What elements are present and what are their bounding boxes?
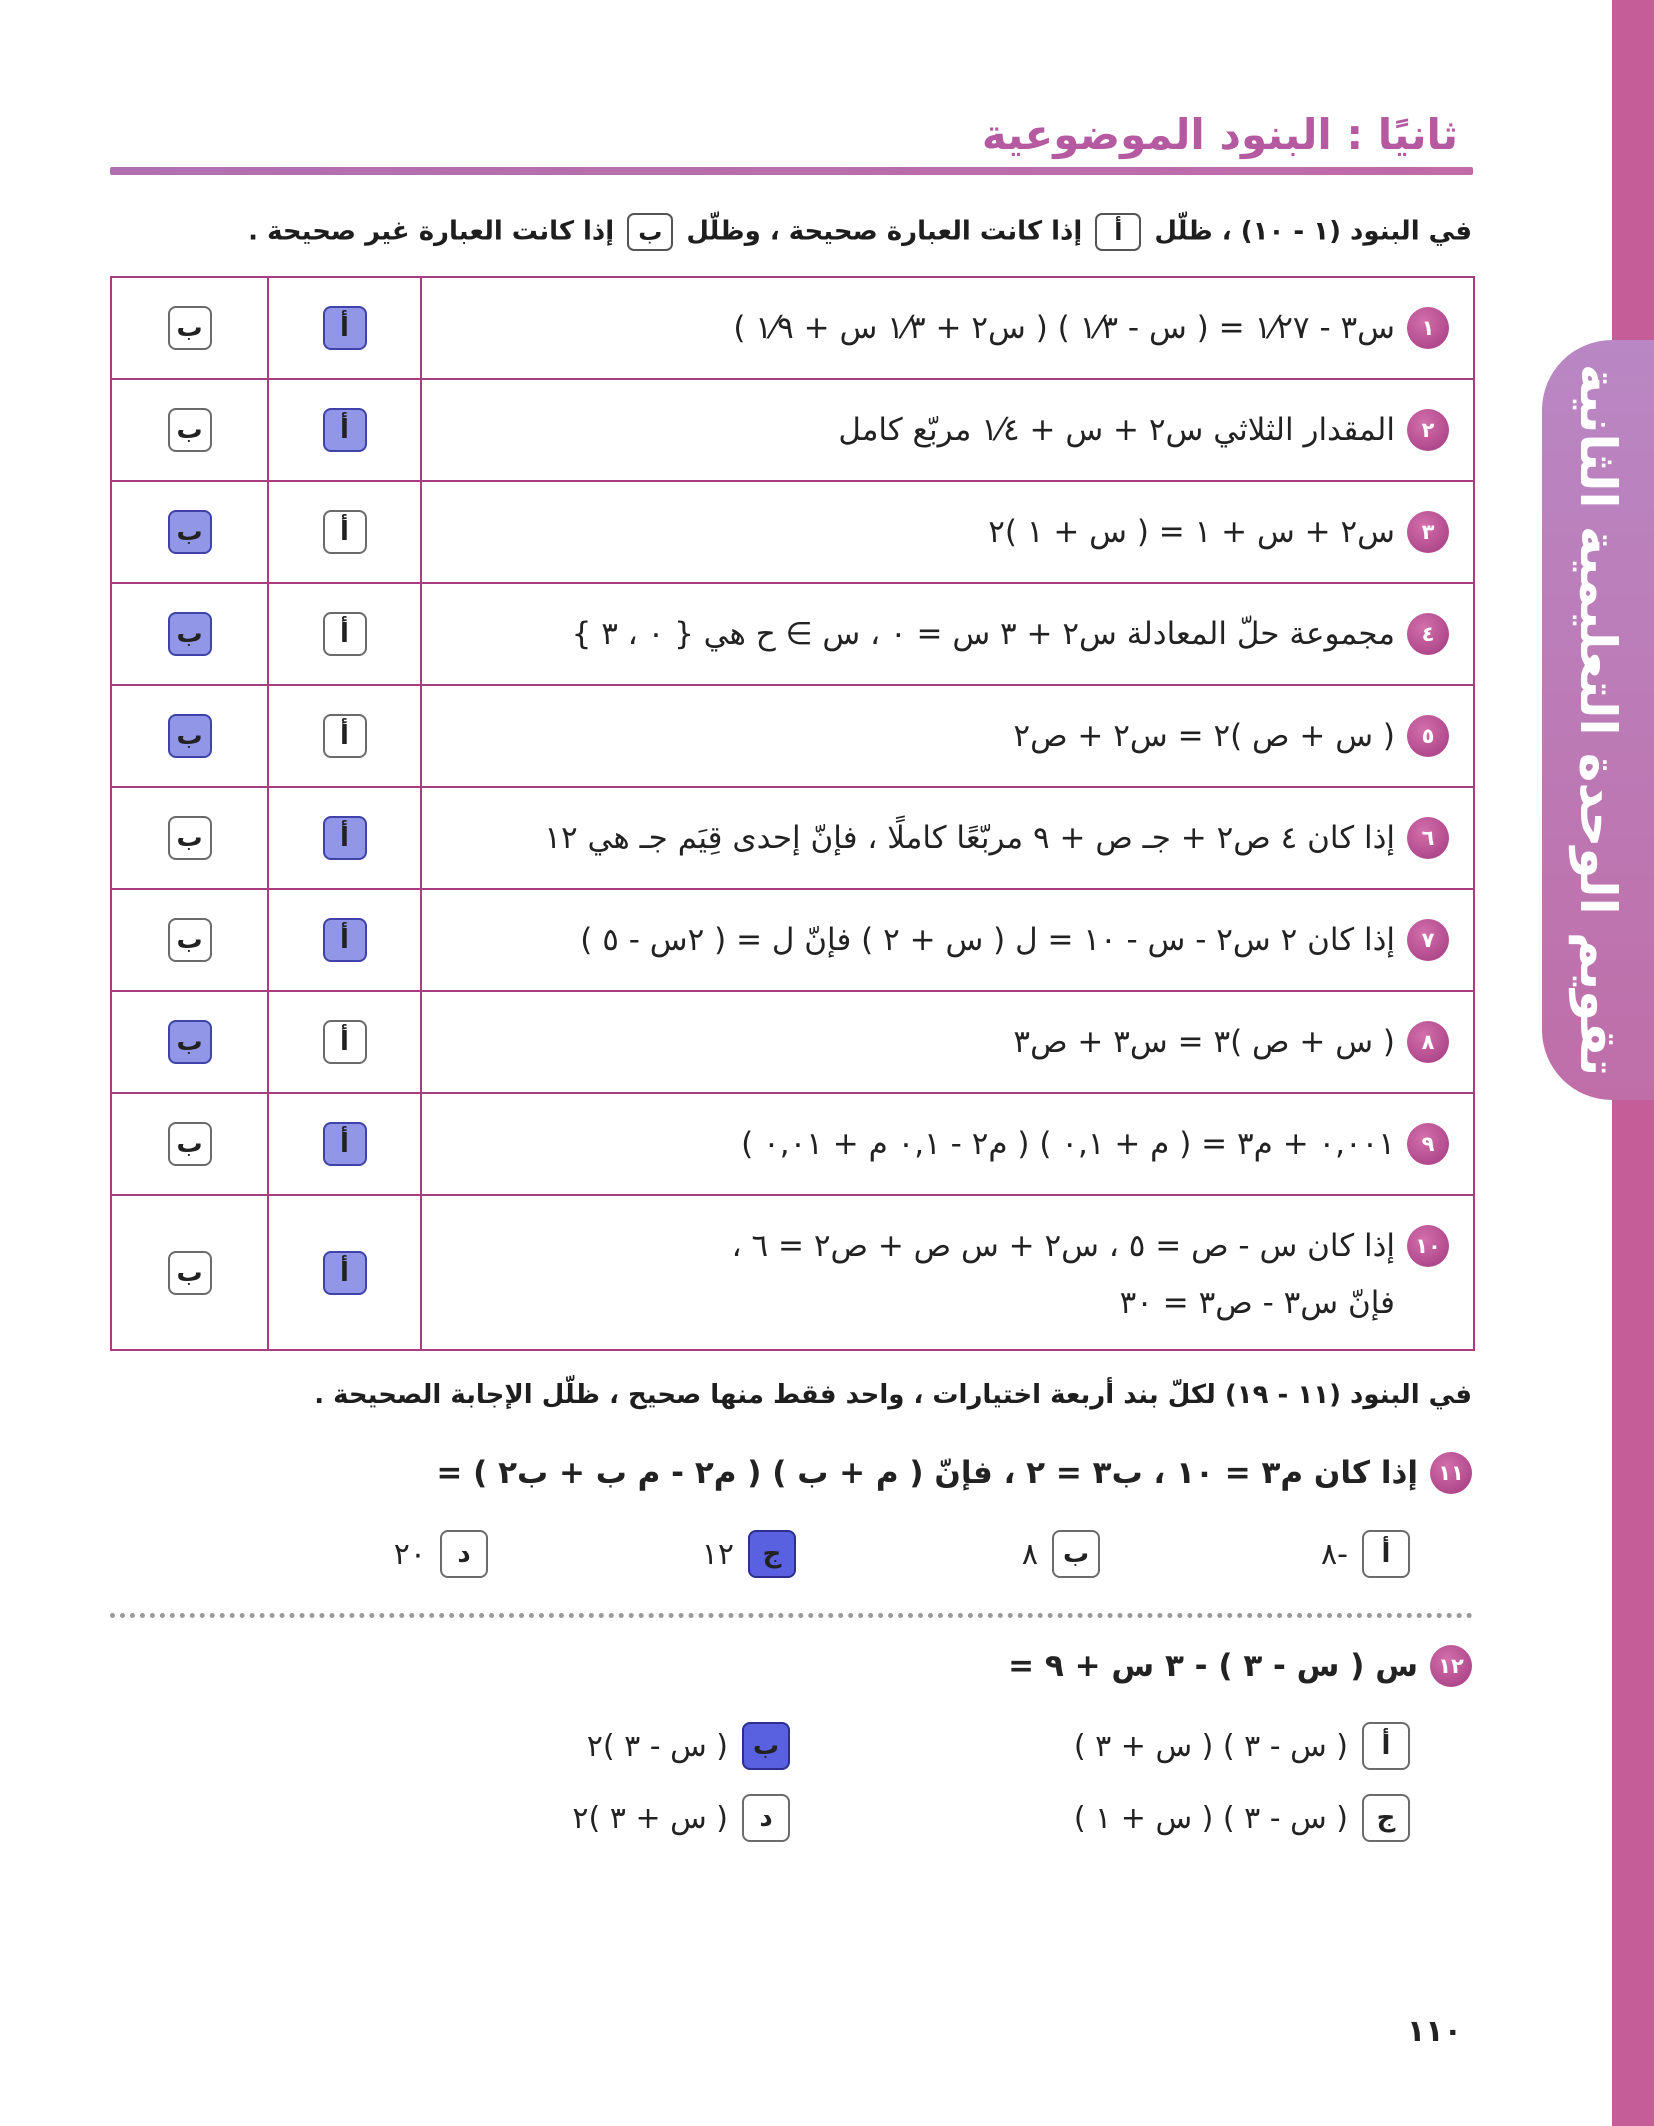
option-cell-b [111, 787, 268, 889]
option-b-box[interactable]: ب [168, 918, 212, 962]
table-row [111, 583, 1474, 685]
option-a-box[interactable]: أ [323, 1251, 367, 1295]
tf-instruction [248, 213, 1472, 251]
option-cell-b [111, 277, 268, 379]
option-cell-a [268, 991, 421, 1093]
table-row [111, 1195, 1474, 1350]
option-cell-a [268, 685, 421, 787]
statement-text: المقدار الثلاثي س٢ + س + ١⁄٤ مربّع كامل [838, 412, 1395, 448]
option-a-box[interactable]: أ [323, 918, 367, 962]
table-row [111, 991, 1474, 1093]
item-number-badge: ٥ [1407, 715, 1449, 757]
statement-cell [421, 583, 1474, 685]
table-row [111, 685, 1474, 787]
option-cell-a [268, 583, 421, 685]
choice-letter-box[interactable]: أ [1362, 1722, 1410, 1770]
statement-text: س٣ - ١⁄٢٧ = ( س - ١⁄٣ ) ( س٢ + ١⁄٣ س + ١⁄٩ ) [733, 310, 1395, 346]
choice-12-a[interactable] [1074, 1722, 1410, 1770]
choice-value: -٨ [1321, 1536, 1348, 1572]
statement-cell [421, 379, 1474, 481]
choice-letter-box[interactable]: ب [1052, 1530, 1100, 1578]
option-cell-a [268, 1093, 421, 1195]
choice-letter-box[interactable]: د [440, 1530, 488, 1578]
item-number-badge: ٣ [1407, 511, 1449, 553]
choice-12-c[interactable] [1074, 1794, 1410, 1842]
option-a-box[interactable]: أ [323, 510, 367, 554]
statement-cell [421, 991, 1474, 1093]
choice-letter-box[interactable]: ب [742, 1722, 790, 1770]
mc-instruction: في البنود (١١ - ١٩) لكلّ بند أربعة اختيارات ، واحد فقط منها صحيح ، ظلّل الإجابة الصحيحة . [314, 1380, 1472, 1410]
option-cell-b [111, 1093, 268, 1195]
instruction-box-b: ب [627, 213, 673, 251]
tf-instruction-text-3: إذا كانت العبارة غير صحيحة . [248, 216, 615, 247]
option-cell-a [268, 379, 421, 481]
choice-11-d[interactable] [394, 1530, 488, 1578]
option-b-box[interactable]: ب [168, 1122, 212, 1166]
section-divider [110, 1613, 1473, 1618]
instruction-box-a: أ [1095, 213, 1141, 251]
statement-cell [421, 481, 1474, 583]
question-text: إذا كان م٣ = ١٠ ، ب٣ = ٢ ، فإنّ ( م + ب ) ( م٢ - م ب + ب٢ ) = [436, 1455, 1418, 1491]
option-b-box[interactable]: ب [168, 306, 212, 350]
statement-cell [421, 787, 1474, 889]
page-number: ١١٠ [1407, 2014, 1462, 2049]
statement-text: س٢ + س + ١ = ( س + ١ )٢ [988, 514, 1395, 550]
choice-letter-box[interactable]: أ [1362, 1530, 1410, 1578]
choice-11-b[interactable] [1022, 1530, 1100, 1578]
true-false-table [110, 276, 1475, 1351]
choice-value: ١٢ [701, 1536, 734, 1572]
option-a-box[interactable]: أ [323, 714, 367, 758]
statement-text: مجموعة حلّ المعادلة س٢ + ٣ س = ٠ ، س ∋ ح هي { ٠ ، ٣ } [571, 616, 1395, 652]
option-a-box[interactable]: أ [323, 1020, 367, 1064]
option-b-box[interactable]: ب [168, 1020, 212, 1064]
table-row [111, 787, 1474, 889]
statement-text-line2: فإنّ س٣ - ص٣ = ٣٠ [1119, 1284, 1395, 1321]
question-text: س ( س - ٣ ) - ٣ س + ٩ = [1008, 1648, 1418, 1684]
table-row [111, 277, 1474, 379]
item-number-badge: ٢ [1407, 409, 1449, 451]
option-cell-a [268, 481, 421, 583]
title-divider [110, 167, 1473, 175]
option-cell-a [268, 787, 421, 889]
choice-11-a[interactable] [1321, 1530, 1410, 1578]
item-number-badge: ١ [1407, 307, 1449, 349]
unit-side-tab [1542, 340, 1654, 1100]
choice-value: ( س - ٣ ) ( س + ١ ) [1073, 1800, 1348, 1836]
statement-text: إذا كان ٢ س٢ - س - ١٠ = ل ( س + ٢ ) فإنّ ل = ( ٢س - ٥ ) [580, 922, 1395, 958]
question-11 [436, 1452, 1472, 1494]
option-cell-a [268, 277, 421, 379]
option-a-box[interactable]: أ [323, 816, 367, 860]
option-a-box[interactable]: أ [323, 1122, 367, 1166]
option-cell-b [111, 991, 268, 1093]
option-b-box[interactable]: ب [168, 612, 212, 656]
statement-text: إذا كان س - ص = ٥ ، س٢ + س ص + ص٢ = ٦ ، [731, 1227, 1395, 1264]
choice-value: ( س - ٣ ) ( س + ٣ ) [1073, 1728, 1348, 1764]
question-12 [1008, 1645, 1472, 1687]
option-b-box[interactable]: ب [168, 816, 212, 860]
statement-text: إذا كان ٤ ص٢ + جـ ص + ٩ مربّعًا كاملًا ، فإنّ إحدى قِيَم جـ هي ١٢ [544, 820, 1395, 856]
item-number-badge: ١١ [1430, 1452, 1472, 1494]
table-row [111, 1093, 1474, 1195]
item-number-badge: ١٠ [1407, 1225, 1449, 1267]
option-cell-b [111, 685, 268, 787]
choice-letter-box[interactable]: ج [1362, 1794, 1410, 1842]
choice-letter-box[interactable]: د [742, 1794, 790, 1842]
option-b-box[interactable]: ب [168, 1251, 212, 1295]
item-number-badge: ٧ [1407, 919, 1449, 961]
statement-cell [421, 277, 1474, 379]
choice-value: ( س + ٣ )٢ [572, 1800, 728, 1836]
option-cell-a [268, 889, 421, 991]
table-row [111, 889, 1474, 991]
statement-cell [421, 1093, 1474, 1195]
item-number-badge: ٩ [1407, 1123, 1449, 1165]
statement-cell [421, 685, 1474, 787]
choice-value: ٢٠ [393, 1536, 426, 1572]
table-row [111, 379, 1474, 481]
statement-text: ( س + ص )٣ = س٣ + ص٣ [1013, 1024, 1395, 1060]
option-a-box[interactable]: أ [323, 612, 367, 656]
statement-text: ٠,٠٠١ + م٣ = ( م + ٠,١ ) ( م٢ - ٠,١ م + ٠,٠١ ) [741, 1126, 1395, 1162]
item-number-badge: ٤ [1407, 613, 1449, 655]
option-cell-b [111, 1195, 268, 1350]
item-number-badge: ١٢ [1430, 1645, 1472, 1687]
option-b-box[interactable]: ب [168, 714, 212, 758]
tf-instruction-text-2: إذا كانت العبارة صحيحة ، وظلّل [686, 216, 1083, 247]
item-number-badge: ٨ [1407, 1021, 1449, 1063]
choice-letter-box[interactable]: ج [748, 1530, 796, 1578]
option-b-box[interactable]: ب [168, 510, 212, 554]
choice-value: ( س - ٣ )٢ [586, 1728, 728, 1764]
tf-instruction-text-1: في البنود (١ - ١٠) ، ظلّل [1154, 216, 1472, 247]
statement-cell [421, 889, 1474, 991]
option-a-box[interactable]: أ [323, 408, 367, 452]
option-cell-b [111, 379, 268, 481]
option-cell-a [268, 1195, 421, 1350]
option-b-box[interactable]: ب [168, 408, 212, 452]
option-a-box[interactable]: أ [323, 306, 367, 350]
item-number-badge: ٦ [1407, 817, 1449, 859]
choice-11-c[interactable] [702, 1530, 796, 1578]
choice-value: ٨ [1021, 1536, 1038, 1572]
choice-12-b[interactable] [587, 1722, 790, 1770]
table-row [111, 481, 1474, 583]
option-cell-b [111, 481, 268, 583]
option-cell-b [111, 889, 268, 991]
section-title: ثانيًا : البنود الموضوعية [981, 110, 1458, 159]
option-cell-b [111, 583, 268, 685]
unit-side-tab-label: تقويم الوحدة التعليمية الثانية [1569, 363, 1627, 1077]
choice-12-d[interactable] [572, 1794, 790, 1842]
statement-cell [421, 1195, 1474, 1350]
statement-text: ( س + ص )٢ = س٢ + ص٢ [1013, 718, 1395, 754]
